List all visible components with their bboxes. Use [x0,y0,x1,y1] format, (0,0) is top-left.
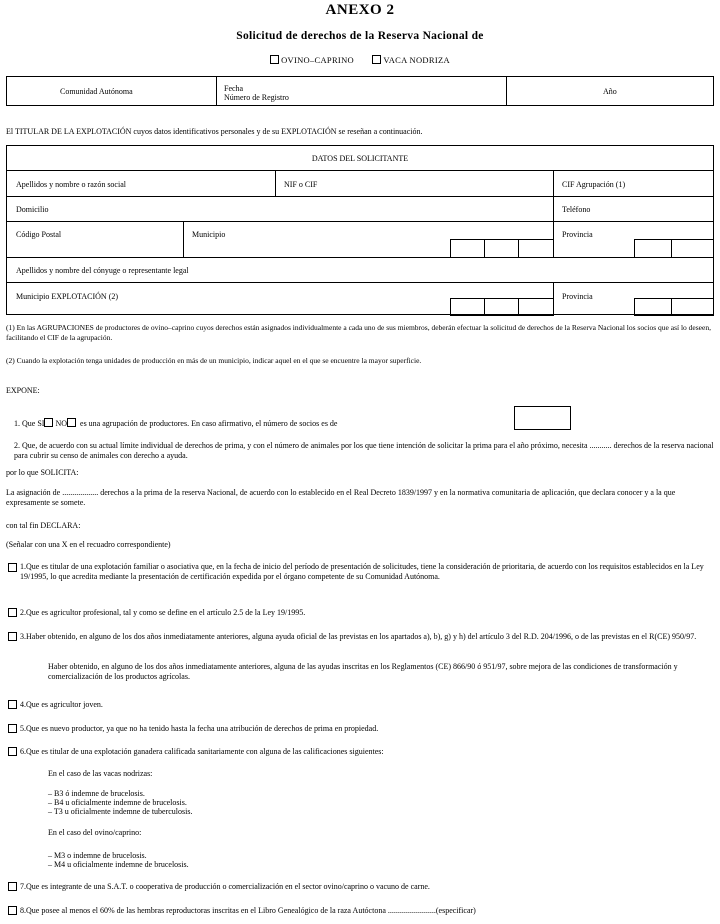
provincia-2-code-box[interactable] [671,298,714,316]
declara-item-5: 5.Que es nuevo productor, ya que no ha tenido hasta la fecha una atribución de derechos de prima en propiedad. [20,724,379,733]
municipio-code-box[interactable] [484,239,519,258]
note-1: (1) En las AGRUPACIONES de productores de ovino–caprino cuyos derechos están asignados individualmente a cada uno de sus miembros, deberán efectuar la solicitud de derechos de la Reserva Nacional los socios que así lo deseen, facilitando el CIF de la agrupación. [6,323,711,342]
municipio-explotacion-label: Municipio EXPLOTACIÓN (2) [16,292,119,301]
vaca-nodriza-checkbox[interactable] [372,55,381,64]
no-checkbox[interactable] [67,418,76,427]
ovino-caprino-checkbox[interactable] [270,55,279,64]
expone-si-label: 1. Que SI [14,419,45,428]
nif-label: NIF o CIF [284,180,318,189]
cif-agrupacion-label: CIF Agrupación (1) [562,180,626,189]
municipio-explotacion-code-box[interactable] [450,298,485,316]
expone-item-2: 2. Que, de acuerdo con su actual límite individual de derechos de prima, y con el número de animales por los que tiene intención de solicitar la prima para el año próximo, necesita ........... derechos de la reserva nacional para cubrir su censo de animales con derecho a ayuda. [14,441,714,460]
solicita-text: La asignación de .................. derechos a la prima de la reserva Nacional, de acuerdo con lo establecido en el Real Decreto 1839/1997 y en la normativa comunitaria de aplicación, que declara conocer y a la que expresamente se somete. [6,488,676,507]
comunidad-label: Comunidad Autónoma [60,87,133,96]
municipio-explotacion-code-box[interactable] [518,298,554,316]
provincia-2-label: Provincia [562,292,593,301]
registro-label: Número de Registro [224,93,289,102]
si-checkbox[interactable] [44,418,53,427]
provincia-label: Provincia [562,230,593,239]
telefono-label: Teléfono [562,205,591,214]
vaca-nodriza-label: VACA NODRIZA [383,55,450,65]
vacas-item-2: – B4 u oficialmente indemne de brucelosis. [48,798,187,807]
anio-label: Año [603,87,617,96]
declara-8-checkbox[interactable] [8,906,17,915]
declara-3-checkbox[interactable] [8,632,17,641]
apellidos-label: Apellidos y nombre o razón social [16,180,126,189]
form-subtitle: Solicitud de derechos de la Reserva Nacional de [236,30,484,42]
declara-1-checkbox[interactable] [8,563,17,572]
numero-socios-box[interactable] [514,406,571,430]
conyuge-label: Apellidos y nombre del cónyuge o representante legal [16,266,189,275]
declara-item-7: 7.Que es integrante de una S.A.T. o cooperativa de producción o comercialización en el sector ovino/caprino o vacuno de carne. [20,882,430,891]
declara-item-6: 6.Que es titular de una explotación ganadera calificada sanitariamente con alguna de las calificaciones siguientes: [20,747,384,756]
provincia-2-code-box[interactable] [634,298,672,316]
expone-no-label: NO [55,419,68,428]
expone-heading: EXPONE: [6,386,40,395]
codigo-postal-label: Código Postal [16,230,62,239]
vacas-heading: En el caso de las vacas nodrizas: [48,769,153,778]
declara-6-checkbox[interactable] [8,747,17,756]
declara-7-checkbox[interactable] [8,882,17,891]
provincia-code-box[interactable] [671,239,714,258]
ovino-heading: En el caso del ovino/caprino: [48,828,142,837]
vacas-item-3: – T3 u oficialmente indemne de tuberculosis. [48,807,193,816]
page-title: ANEXO 2 [325,2,395,18]
vacas-item-1: – B3 ó indemne de brucelosis. [48,789,145,798]
ovino-item-1: – M3 o indemne de brucelosis. [48,851,147,860]
note-2: (2) Cuando la explotación tenga unidades de producción en más de un municipio, indicar aquel en el que se encuentre la mayor superficie. [6,356,422,365]
solicita-heading: por lo que SOLICITA: [6,468,79,477]
declara-item-3b: Haber obtenido, en alguno de los dos años inmediatamente anteriores, alguna de las ayudas inscritas en los Reglamentos (CE) 866/90 ó 951/97, sobre mejora de las condiciones de transformación y comercialización de los productos agrícolas. [48,662,678,681]
species-options [0,55,720,65]
provincia-code-box[interactable] [634,239,672,258]
domicilio-label: Domicilio [16,205,49,214]
fecha-label: Fecha [224,84,244,93]
expone-item-1 [14,418,514,429]
declara-heading: con tal fin DECLARA: [6,521,81,530]
municipio-code-box[interactable] [518,239,554,258]
ovino-caprino-label: OVINO–CAPRINO [281,55,354,65]
ovino-item-2: – M4 u oficialmente indemne de brucelosis. [48,860,189,869]
municipio-code-box[interactable] [450,239,485,258]
declara-item-4: 4.Que es agricultor joven. [20,700,103,709]
declara-4-checkbox[interactable] [8,700,17,709]
declara-item-8: 8.Que posee al menos el 60% de las hembras reproductoras inscritas en el Libro Genealógico de la raza Autóctona ........................(especificar) [20,906,476,915]
declara-2-checkbox[interactable] [8,608,17,617]
declara-item-1: 1.Que es titular de una explotación familiar o asociativa que, en la fecha de inicio del período de presentación de solicitudes, tiene la consideración de prioritaria, de acuerdo con los requisitos establecidos en la Ley 19/1995, lo que acredita mediante la presentación de certificación expedida por el órgano competente de su Comunidad Autónoma. [20,562,704,581]
intro-text: El TITULAR DE LA EXPLOTACIÓN cuyos datos identificativos personales y de su EXPLOTACIÓN se reseñan a continuación. [6,127,423,136]
expone-socios-text: es una agrupación de productores. En caso afirmativo, el número de socios es de [80,419,338,428]
solicitante-heading: DATOS DEL SOLICITANTE [311,154,409,163]
municipio-explotacion-code-box[interactable] [484,298,519,316]
declara-item-3: 3.Haber obtenido, en alguno de los dos años inmediatamente anteriores, alguna ayuda oficial de las previstas en los apartados a), b), g) y h) del artículo 3 del R.D. 204/1996, o de las previstas en el R(CE) 950/97. [20,632,697,641]
declara-item-2: 2.Que es agricultor profesional, tal y como se define en el artículo 2.5 de la Ley 19/1995. [20,608,306,617]
declara-instructions: (Señalar con una X en el recuadro correspondiente) [6,540,171,549]
municipio-label: Municipio [192,230,226,239]
declara-5-checkbox[interactable] [8,724,17,733]
